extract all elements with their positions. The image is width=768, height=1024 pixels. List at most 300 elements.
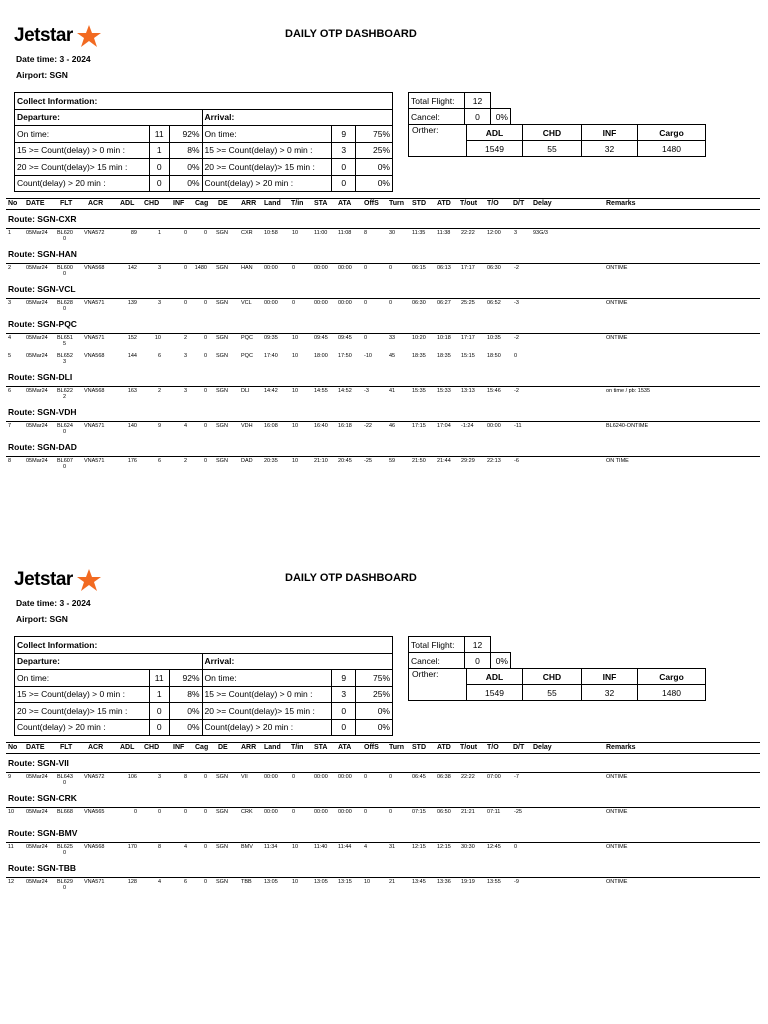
flight-cell-chd: 6 (157, 353, 161, 359)
departure-metric-label: 20 >= Count(delay)> 15 min : (15, 703, 150, 720)
flight-cell-tout: 21:21 (461, 809, 475, 815)
route-heading: Route: SGN-VDH (6, 405, 760, 422)
flight-cell-no: 9 (8, 774, 12, 780)
pax-value: 1549 (467, 141, 523, 157)
departure-metric-label: 15 >= Count(delay) > 0 min : (15, 686, 150, 703)
departure-metric-label: 15 >= Count(delay) > 0 min : (15, 142, 150, 159)
arrival-metric-count: 0 (332, 719, 356, 736)
departure-metric-pct: 0% (169, 159, 202, 176)
flight-cell-flt-suffix: 3 (63, 359, 67, 365)
flight-cell-acr: VNA568 (84, 353, 105, 359)
flight-cell-inf: 2 (183, 458, 187, 464)
flight-cell-adl: 176 (127, 458, 137, 464)
flight-cell-turn: 33 (389, 335, 396, 341)
flight-cell-sta: 00:00 (314, 265, 328, 271)
flight-cell-flt: BL629 (57, 879, 73, 885)
column-header: DATE (26, 744, 45, 751)
flight-cell-tout: 17:17 (461, 265, 475, 271)
flight-cell-remarks: ONTIME (606, 335, 628, 341)
flight-cell-offs: 0 (364, 300, 368, 306)
flight-cell-flt-suffix: 0 (63, 306, 67, 312)
flight-cell-de: SGN (216, 809, 228, 815)
flight-cell-flt: BL625 (57, 844, 73, 850)
flight-cell-acr: VNA571 (84, 423, 105, 429)
column-header: ARR (241, 200, 257, 207)
column-header: ADL (120, 744, 135, 751)
flight-cell-sta: 18:00 (314, 353, 328, 359)
departure-metric-count: 0 (149, 159, 169, 176)
total-flight-table (408, 92, 511, 125)
flight-cell-chd: 4 (157, 879, 161, 885)
flight-cell-de: SGN (216, 423, 228, 429)
arrival-metric-label: On time: (202, 126, 332, 143)
flight-cell-date: 05Mar24 (26, 879, 48, 885)
arrival-metric-pct: 75% (356, 126, 393, 143)
flight-cell-to: 13:55 (487, 879, 501, 885)
flight-cell-turn: 45 (389, 353, 396, 359)
flight-cell-dt: -3 (514, 300, 519, 306)
flight-cell-date: 05Mar24 (26, 353, 48, 359)
flight-cell-date: 05Mar24 (26, 844, 48, 850)
flight-cell-cag: 0 (203, 335, 207, 341)
flight-cell-cag: 1480 (194, 265, 207, 271)
flight-cell-chd: 0 (157, 809, 161, 815)
departure-metric-count: 11 (149, 126, 169, 143)
flight-cell-atd: 11:38 (437, 230, 451, 236)
flight-cell-ata: 11:08 (338, 230, 352, 236)
flight-cell-de: SGN (216, 300, 228, 306)
flight-cell-inf: 3 (183, 353, 187, 359)
flight-cell-chd: 10 (154, 335, 161, 341)
column-header: CHD (144, 200, 160, 207)
flight-row (6, 878, 760, 896)
flight-cell-to: 12:45 (487, 844, 501, 850)
flight-row (6, 773, 760, 791)
flight-cell-de: SGN (216, 230, 228, 236)
flight-cell-land: 00:00 (264, 774, 278, 780)
column-header: Remarks (606, 744, 636, 751)
flight-cell-turn: 59 (389, 458, 396, 464)
flight-cell-flt: BL622 (57, 388, 73, 394)
departure-metric-count: 0 (149, 175, 169, 192)
flight-cell-dt: 0 (514, 844, 518, 850)
date-time-label: Date time: 3 - 2024 (16, 598, 91, 608)
flight-cell-tout: 22:22 (461, 774, 475, 780)
flight-cell-to: 06:30 (487, 265, 501, 271)
column-header: INF (173, 200, 185, 207)
flight-cell-std: 06:45 (412, 774, 426, 780)
flight-cell-inf: 6 (183, 879, 187, 885)
column-header: STD (412, 200, 426, 207)
flight-cell-cag: 0 (203, 458, 207, 464)
flight-cell-tin: 10 (292, 844, 299, 850)
flight-cell-de: SGN (216, 353, 228, 359)
flight-cell-flt-suffix: 0 (63, 429, 67, 435)
flight-cell-flt: BL624 (57, 423, 73, 429)
flight-cell-flt-suffix: 0 (63, 236, 67, 242)
flight-cell-chd: 9 (157, 423, 161, 429)
flight-cell-turn: 0 (389, 265, 393, 271)
flight-cell-flt-suffix: 0 (63, 780, 67, 786)
flight-cell-to: 12:00 (487, 230, 501, 236)
flight-cell-ata: 00:00 (338, 300, 352, 306)
flight-cell-tout: 13:13 (461, 388, 475, 394)
flight-cell-tout: 25:25 (461, 300, 475, 306)
flight-cell-no: 2 (8, 265, 12, 271)
flight-cell-adl: 89 (130, 230, 137, 236)
pax-value: 1549 (467, 685, 523, 701)
arrival-metric-count: 9 (332, 126, 356, 143)
jetstar-logo (14, 24, 94, 48)
airport-label: Airport: SGN (16, 614, 68, 624)
departure-metric-label: Count(delay) > 20 min : (15, 175, 150, 192)
column-header: T/out (460, 200, 478, 207)
flight-cell-chd: 8 (157, 844, 161, 850)
departure-metric-label: 20 >= Count(delay)> 15 min : (15, 159, 150, 176)
flight-cell-date: 05Mar24 (26, 230, 48, 236)
flight-cell-sta: 00:00 (314, 300, 328, 306)
flight-cell-ata: 20:45 (338, 458, 352, 464)
pax-summary-table (408, 668, 706, 701)
route-heading: Route: SGN-BMV (6, 826, 760, 843)
route-heading: Route: SGN-CRK (6, 791, 760, 808)
flight-cell-chd: 6 (157, 458, 161, 464)
flight-cell-tin: 10 (292, 335, 299, 341)
flight-cell-inf: 4 (183, 423, 187, 429)
column-header: T/in (291, 744, 304, 751)
departure-metric-label: Count(delay) > 20 min : (15, 719, 150, 736)
flight-cell-inf: 0 (183, 300, 187, 306)
flight-cell-tin: 0 (292, 300, 296, 306)
departure-metric-count: 1 (149, 686, 169, 703)
flight-row (6, 457, 760, 475)
flight-cell-flt-suffix: 0 (63, 850, 67, 856)
flight-cell-offs: 0 (364, 335, 368, 341)
flight-cell-arr: DAD (241, 458, 253, 464)
flight-cell-std: 13:45 (412, 879, 426, 885)
route-heading: Route: SGN-VII (6, 756, 760, 773)
flight-cell-adl: 152 (127, 335, 137, 341)
flight-cell-ata: 16:18 (338, 423, 352, 429)
flight-cell-dt: -6 (514, 458, 519, 464)
flight-cell-adl: 128 (127, 879, 137, 885)
flight-cell-ata: 13:15 (338, 879, 352, 885)
flight-cell-to: 00:00 (487, 423, 501, 429)
flight-cell-acr: VNA568 (84, 844, 105, 850)
arrival-metric-count: 3 (332, 686, 356, 703)
arrival-heading: Arrival: (202, 653, 392, 670)
flight-cell-acr: VNA571 (84, 458, 105, 464)
arrival-metric-pct: 75% (356, 670, 393, 687)
pax-header: Cargo (638, 669, 706, 685)
flight-cell-flt: BL668 (57, 809, 73, 815)
page-title: DAILY OTP DASHBOARD (285, 572, 417, 584)
flight-cell-offs: 0 (364, 265, 368, 271)
arrival-metric-count: 0 (332, 175, 356, 192)
flight-cell-tout: 19:19 (461, 879, 475, 885)
pax-value: 1480 (638, 141, 706, 157)
column-header: DATE (26, 200, 45, 207)
pax-header: CHD (523, 125, 582, 141)
column-header: Remarks (606, 200, 636, 207)
flight-cell-flt: BL643 (57, 774, 73, 780)
flight-cell-flt: BL628 (57, 300, 73, 306)
flight-cell-remarks: BL6240-ONTIME (606, 423, 649, 429)
cancel-label: Cancel: (409, 109, 465, 125)
flight-cell-ata: 00:00 (338, 774, 352, 780)
flight-cell-date: 05Mar24 (26, 265, 48, 271)
flight-cell-sta: 11:00 (314, 230, 328, 236)
flight-cell-sta: 16:40 (314, 423, 328, 429)
flight-cell-ata: 14:52 (338, 388, 352, 394)
flight-cell-arr: DLI (241, 388, 250, 394)
flight-cell-flt: BL600 (57, 265, 73, 271)
flight-cell-tout: 22:22 (461, 230, 475, 236)
flight-cell-tin: 10 (292, 879, 299, 885)
flight-cell-chd: 3 (157, 300, 161, 306)
flight-cell-tout: -1:24 (461, 423, 474, 429)
flight-cell-acr: VNA571 (84, 300, 105, 306)
flight-cell-turn: 0 (389, 774, 393, 780)
flight-cell-delay: 93G/3 (533, 230, 548, 236)
flight-cell-inf: 0 (183, 265, 187, 271)
flight-cell-std: 06:30 (412, 300, 426, 306)
flight-cell-flt-suffix: 0 (63, 885, 67, 891)
flight-cell-ata: 00:00 (338, 809, 352, 815)
arrival-metric-label: 15 >= Count(delay) > 0 min : (202, 686, 332, 703)
flight-table-header (6, 742, 760, 754)
flight-cell-to: 07:11 (487, 809, 501, 815)
flight-cell-arr: PQC (241, 353, 253, 359)
flight-cell-land: 20:35 (264, 458, 278, 464)
pax-value: 55 (523, 685, 582, 701)
flight-cell-atd: 10:18 (437, 335, 451, 341)
flight-cell-atd: 06:27 (437, 300, 451, 306)
pax-header: ADL (467, 669, 523, 685)
flight-cell-adl: 0 (133, 809, 137, 815)
flight-cell-land: 00:00 (264, 265, 278, 271)
pax-header: INF (582, 125, 638, 141)
flight-cell-cag: 0 (203, 844, 207, 850)
flight-cell-dt: -9 (514, 879, 519, 885)
pax-header: CHD (523, 669, 582, 685)
flight-cell-adl: 163 (127, 388, 137, 394)
arrival-metric-label: Count(delay) > 20 min : (202, 719, 332, 736)
column-header: FLT (60, 200, 73, 207)
flight-cell-cag: 0 (203, 809, 207, 815)
departure-metric-pct: 8% (169, 686, 202, 703)
departure-metric-label: On time: (15, 126, 150, 143)
flight-cell-date: 05Mar24 (26, 335, 48, 341)
arrival-metric-label: 15 >= Count(delay) > 0 min : (202, 142, 332, 159)
flight-cell-inf: 4 (183, 844, 187, 850)
flight-cell-tin: 0 (292, 809, 296, 815)
departure-heading: Departure: (15, 653, 203, 670)
total-flight-value: 12 (465, 93, 491, 109)
collect-row (15, 719, 393, 736)
flight-cell-cag: 0 (203, 388, 207, 394)
column-header: OffS (364, 744, 379, 751)
cancel-count: 0 (465, 653, 491, 669)
flight-cell-remarks: on time / pb: 1535 (606, 388, 651, 394)
flight-cell-arr: HAN (241, 265, 253, 271)
column-header: ARR (241, 744, 257, 751)
route-heading: Route: SGN-HAN (6, 247, 760, 264)
column-header: Cag (195, 744, 209, 751)
flight-cell-no: 1 (8, 230, 12, 236)
flight-list (6, 756, 760, 896)
flight-cell-turn: 0 (389, 809, 393, 815)
flight-cell-date: 05Mar24 (26, 774, 48, 780)
flight-cell-tin: 10 (292, 388, 299, 394)
pax-value: 32 (582, 685, 638, 701)
departure-metric-pct: 92% (169, 126, 202, 143)
flight-cell-remarks: ON TIME (606, 458, 629, 464)
column-header: STD (412, 744, 426, 751)
flight-cell-arr: BMV (241, 844, 253, 850)
column-header: No (8, 744, 18, 751)
flight-cell-chd: 1 (157, 230, 161, 236)
flight-cell-flt-suffix: 0 (63, 464, 67, 470)
flight-cell-tin: 0 (292, 265, 296, 271)
arrival-metric-pct: 0% (356, 175, 393, 192)
flight-cell-chd: 3 (157, 774, 161, 780)
departure-metric-count: 1 (149, 142, 169, 159)
total-flight-table (408, 636, 511, 669)
total-flight-label: Total Flight: (409, 637, 465, 653)
flight-cell-land: 00:00 (264, 300, 278, 306)
column-header: Cag (195, 200, 209, 207)
departure-metric-label: On time: (15, 670, 150, 687)
flight-cell-no: 8 (8, 458, 12, 464)
departure-metric-count: 0 (149, 719, 169, 736)
flight-cell-dt: -2 (514, 335, 519, 341)
flight-cell-sta: 14:55 (314, 388, 328, 394)
arrival-metric-label: 20 >= Count(delay)> 15 min : (202, 703, 332, 720)
flight-cell-sta: 09:45 (314, 335, 328, 341)
flight-cell-adl: 140 (127, 423, 137, 429)
collect-info-table (14, 92, 393, 192)
column-header: ATA (338, 744, 352, 751)
flight-cell-tin: 10 (292, 458, 299, 464)
flight-cell-ata: 00:00 (338, 265, 352, 271)
flight-cell-cag: 0 (203, 230, 207, 236)
column-header: T/O (487, 744, 499, 751)
flight-cell-land: 00:00 (264, 809, 278, 815)
flight-cell-remarks: ONTIME (606, 265, 628, 271)
flight-cell-offs: -22 (364, 423, 372, 429)
flight-cell-inf: 0 (183, 809, 187, 815)
page-title: DAILY OTP DASHBOARD (285, 28, 417, 40)
flight-cell-no: 12 (8, 879, 15, 885)
flight-row (6, 229, 760, 247)
total-flight-value: 12 (465, 637, 491, 653)
flight-cell-atd: 13:36 (437, 879, 451, 885)
flight-cell-land: 13:05 (264, 879, 278, 885)
flight-cell-flt: BL620 (57, 230, 73, 236)
flight-cell-offs: 0 (364, 809, 368, 815)
flight-row (6, 843, 760, 861)
column-header: Land (264, 200, 281, 207)
column-header: ADL (120, 200, 135, 207)
flight-cell-no: 5 (8, 353, 12, 359)
flight-cell-dt: -2 (514, 388, 519, 394)
flight-cell-adl: 170 (127, 844, 137, 850)
flight-cell-adl: 139 (127, 300, 137, 306)
flight-cell-std: 11:35 (412, 230, 426, 236)
flight-row (6, 352, 760, 370)
cancel-count: 0 (465, 109, 491, 125)
arrival-metric-label: 20 >= Count(delay)> 15 min : (202, 159, 332, 176)
flight-cell-turn: 30 (389, 230, 396, 236)
report-page-2 (0, 544, 768, 1024)
cancel-pct: 0% (491, 109, 511, 125)
flight-cell-turn: 31 (389, 844, 396, 850)
flight-cell-arr: VII (241, 774, 248, 780)
flight-cell-offs: 8 (364, 230, 368, 236)
column-header: Land (264, 744, 281, 751)
column-header: ACR (88, 200, 104, 207)
flight-cell-remarks: ONTIME (606, 844, 628, 850)
flight-cell-acr: VNA571 (84, 879, 105, 885)
flight-cell-tin: 10 (292, 230, 299, 236)
flight-cell-de: SGN (216, 774, 228, 780)
flight-cell-no: 10 (8, 809, 15, 815)
flight-cell-no: 3 (8, 300, 12, 306)
flight-row (6, 334, 760, 352)
flight-cell-ata: 17:50 (338, 353, 352, 359)
flight-cell-std: 15:35 (412, 388, 426, 394)
flight-cell-date: 05Mar24 (26, 300, 48, 306)
flight-cell-de: SGN (216, 265, 228, 271)
flight-cell-sta: 13:05 (314, 879, 328, 885)
date-time-label: Date time: 3 - 2024 (16, 54, 91, 64)
flight-cell-tin: 10 (292, 423, 299, 429)
flight-cell-de: SGN (216, 458, 228, 464)
collect-row (15, 142, 393, 159)
flight-cell-to: 22:13 (487, 458, 501, 464)
flight-cell-flt: BL607 (57, 458, 73, 464)
flight-cell-dt: -25 (514, 809, 522, 815)
column-header: ATA (338, 200, 352, 207)
flight-cell-atd: 15:33 (437, 388, 451, 394)
arrival-metric-pct: 25% (356, 142, 393, 159)
departure-metric-pct: 0% (169, 175, 202, 192)
flight-row (6, 299, 760, 317)
flight-cell-atd: 06:13 (437, 265, 451, 271)
collect-row (15, 159, 393, 176)
jetstar-logo (14, 568, 94, 592)
departure-metric-count: 11 (149, 670, 169, 687)
column-header: DE (218, 200, 228, 207)
flight-cell-turn: 46 (389, 423, 396, 429)
flight-cell-dt: -7 (514, 774, 519, 780)
flight-cell-to: 06:52 (487, 300, 501, 306)
column-header: STA (314, 200, 328, 207)
flight-cell-remarks: ONTIME (606, 809, 628, 815)
flight-cell-arr: VCL (241, 300, 252, 306)
flight-cell-sta: 11:40 (314, 844, 328, 850)
column-header: ATD (437, 200, 451, 207)
flight-cell-tout: 15:15 (461, 353, 475, 359)
logo-text: Jetstar (14, 569, 73, 590)
flight-cell-inf: 8 (183, 774, 187, 780)
flight-cell-turn: 0 (389, 300, 393, 306)
flight-cell-atd: 21:44 (437, 458, 451, 464)
orther-label: Orther: (409, 125, 467, 157)
arrival-metric-pct: 0% (356, 159, 393, 176)
column-header: Delay (533, 744, 552, 751)
